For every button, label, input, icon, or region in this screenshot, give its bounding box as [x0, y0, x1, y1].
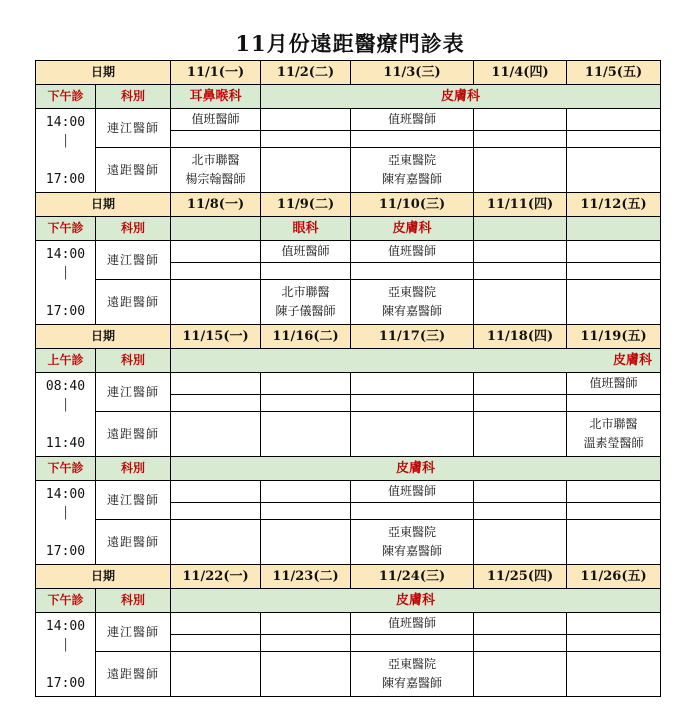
empty-cell [261, 503, 351, 520]
hospital-name: 亞東醫院 [388, 285, 437, 299]
remote-doctor-label: 遠距醫師 [96, 412, 171, 457]
department-cell: 眼科 [261, 217, 351, 241]
empty-cell [474, 520, 567, 565]
empty-cell [261, 412, 351, 457]
week2-session-header [36, 217, 661, 241]
start-time: 14:00 [45, 486, 86, 502]
empty-cell [567, 109, 661, 131]
local-doctor-label: 連江醫師 [96, 373, 171, 412]
date-cell: 11/25(四) [474, 565, 567, 589]
remote-doctor-cell [567, 412, 661, 457]
department-cell [567, 217, 661, 241]
week1-session-header [36, 85, 661, 109]
empty-cell [474, 373, 567, 395]
empty-cell [567, 503, 661, 520]
page-title: 11月份遠距醫療門診表 [235, 31, 465, 56]
empty-cell [261, 652, 351, 697]
time-separator: | [61, 132, 70, 148]
date-cell: 11/26(五) [567, 565, 661, 589]
empty-cell [171, 241, 261, 263]
end-time: 17:00 [45, 303, 86, 319]
week2-date-header [36, 193, 661, 217]
category-label: 科別 [96, 457, 171, 481]
empty-cell [261, 131, 351, 148]
empty-cell [474, 263, 567, 280]
department-cell: 皮膚科 [171, 589, 661, 613]
remote-doctor-label: 遠距醫師 [96, 148, 171, 193]
session-label: 下午診 [36, 85, 96, 109]
time-separator: | [61, 396, 70, 412]
hospital-name: 北市聯醫 [281, 285, 330, 299]
category-label: 科別 [96, 589, 171, 613]
remote-doctor-label: 遠距醫師 [96, 280, 171, 325]
department-cell [171, 217, 261, 241]
remote-doctor-cell [351, 280, 474, 325]
empty-cell [351, 373, 474, 395]
hospital-name: 亞東醫院 [388, 657, 437, 671]
start-time: 08:40 [45, 378, 86, 394]
empty-cell [171, 613, 261, 635]
date-label: 日期 [36, 61, 171, 85]
empty-cell [351, 263, 474, 280]
department-cell: 耳鼻喉科 [171, 85, 261, 109]
empty-cell [474, 503, 567, 520]
session-label: 上午診 [36, 349, 96, 373]
end-time: 17:00 [45, 543, 86, 559]
hospital-name: 亞東醫院 [388, 525, 437, 539]
empty-cell [474, 481, 567, 503]
doctor-name: 陳宥嘉醫師 [382, 172, 443, 186]
time-separator: | [61, 264, 70, 280]
week1-date-header [36, 61, 661, 85]
date-cell: 11/9(二) [261, 193, 351, 217]
session-label: 下午診 [36, 217, 96, 241]
empty-cell [351, 503, 474, 520]
empty-cell [567, 131, 661, 148]
week4-remote-row [36, 652, 661, 697]
week3-pm-session-header [36, 457, 661, 481]
empty-cell [567, 241, 661, 263]
empty-cell [474, 241, 567, 263]
empty-cell [567, 635, 661, 652]
category-label: 科別 [96, 349, 171, 373]
empty-cell [261, 481, 351, 503]
week4-date-header [36, 565, 661, 589]
duty-doctor-cell: 值班醫師 [351, 241, 474, 263]
empty-cell [261, 148, 351, 193]
duty-doctor-cell: 值班醫師 [351, 481, 474, 503]
empty-cell [474, 109, 567, 131]
date-cell: 11/23(二) [261, 565, 351, 589]
remote-doctor-cell [351, 520, 474, 565]
time-separator: | [61, 636, 70, 652]
empty-cell [474, 395, 567, 412]
time-separator: | [61, 504, 70, 520]
remote-doctor-cell [261, 280, 351, 325]
empty-cell [261, 613, 351, 635]
empty-cell [261, 520, 351, 565]
time-range [36, 109, 96, 193]
week1-local-row [36, 109, 661, 131]
date-cell: 11/16(二) [261, 325, 351, 349]
empty-cell [474, 280, 567, 325]
week3-am-remote-row [36, 412, 661, 457]
date-cell: 11/2(二) [261, 61, 351, 85]
week3-pm-local-row [36, 481, 661, 503]
hospital-name: 亞東醫院 [388, 153, 437, 167]
empty-cell [474, 131, 567, 148]
date-cell: 11/3(三) [351, 61, 474, 85]
local-doctor-label: 連江醫師 [96, 613, 171, 652]
empty-cell [171, 652, 261, 697]
empty-cell [171, 373, 261, 395]
start-time: 14:00 [45, 114, 86, 130]
doctor-name: 陳宥嘉醫師 [382, 304, 443, 318]
doctor-name: 陳宥嘉醫師 [382, 676, 443, 690]
date-cell: 11/1(一) [171, 61, 261, 85]
empty-cell [351, 412, 474, 457]
doctor-name: 溫素瑩醫師 [583, 436, 644, 450]
duty-doctor-cell: 值班醫師 [261, 241, 351, 263]
empty-cell [261, 635, 351, 652]
duty-doctor-cell: 值班醫師 [567, 373, 661, 395]
end-time: 17:00 [45, 675, 86, 691]
week3-am-local-row [36, 373, 661, 395]
category-label: 科別 [96, 85, 171, 109]
doctor-name: 陳子儀醫師 [275, 304, 336, 318]
end-time: 11:40 [45, 435, 86, 451]
remote-doctor-label: 遠距醫師 [96, 520, 171, 565]
empty-cell [351, 131, 474, 148]
session-label: 下午診 [36, 589, 96, 613]
start-time: 14:00 [45, 618, 86, 634]
empty-cell [171, 131, 261, 148]
empty-cell [171, 280, 261, 325]
time-range [36, 613, 96, 697]
empty-cell [567, 263, 661, 280]
date-cell: 11/4(四) [474, 61, 567, 85]
empty-cell [261, 109, 351, 131]
local-doctor-label: 連江醫師 [96, 481, 171, 520]
department-cell: 皮膚科 [261, 85, 661, 109]
duty-doctor-cell: 值班醫師 [351, 109, 474, 131]
empty-cell [261, 373, 351, 395]
week3-pm-remote-row [36, 520, 661, 565]
department-cell: 皮膚科 [171, 457, 661, 481]
local-doctor-label: 連江醫師 [96, 241, 171, 280]
empty-cell [567, 148, 661, 193]
local-doctor-label: 連江醫師 [96, 109, 171, 148]
empty-cell [474, 148, 567, 193]
end-time: 17:00 [45, 171, 86, 187]
date-cell: 11/19(五) [567, 325, 661, 349]
empty-cell [171, 635, 261, 652]
week2-local-row [36, 241, 661, 263]
date-label: 日期 [36, 193, 171, 217]
empty-cell [171, 395, 261, 412]
empty-cell [351, 635, 474, 652]
date-cell: 11/11(四) [474, 193, 567, 217]
empty-cell [171, 503, 261, 520]
time-range [36, 373, 96, 457]
time-range [36, 481, 96, 565]
department-cell: 皮膚科 [171, 349, 661, 373]
empty-cell [474, 412, 567, 457]
date-cell: 11/24(三) [351, 565, 474, 589]
empty-cell [567, 652, 661, 697]
date-cell: 11/8(一) [171, 193, 261, 217]
empty-cell [474, 613, 567, 635]
category-label: 科別 [96, 217, 171, 241]
remote-doctor-cell [351, 652, 474, 697]
clinic-schedule-table [35, 60, 661, 697]
doctor-name: 楊宗翰醫師 [185, 172, 246, 186]
week1-remote-row [36, 148, 661, 193]
empty-cell [567, 280, 661, 325]
empty-cell [567, 613, 661, 635]
time-range [36, 241, 96, 325]
department-cell: 皮膚科 [351, 217, 474, 241]
date-cell: 11/10(三) [351, 193, 474, 217]
date-cell: 11/12(五) [567, 193, 661, 217]
empty-cell [567, 481, 661, 503]
session-label: 下午診 [36, 457, 96, 481]
hospital-name: 北市聯醫 [191, 153, 240, 167]
duty-doctor-cell: 值班醫師 [351, 613, 474, 635]
start-time: 14:00 [45, 246, 86, 262]
remote-doctor-cell [171, 148, 261, 193]
empty-cell [171, 412, 261, 457]
empty-cell [171, 520, 261, 565]
empty-cell [474, 635, 567, 652]
remote-doctor-label: 遠距醫師 [96, 652, 171, 697]
date-cell: 11/22(一) [171, 565, 261, 589]
empty-cell [567, 395, 661, 412]
remote-doctor-cell [351, 148, 474, 193]
date-label: 日期 [36, 325, 171, 349]
date-cell: 11/17(三) [351, 325, 474, 349]
week2-remote-row [36, 280, 661, 325]
week4-session-header [36, 589, 661, 613]
doctor-name: 陳宥嘉醫師 [382, 544, 443, 558]
department-cell [474, 217, 567, 241]
date-cell: 11/5(五) [567, 61, 661, 85]
date-label: 日期 [36, 565, 171, 589]
empty-cell [567, 520, 661, 565]
week3-am-session-header [36, 349, 661, 373]
empty-cell [261, 395, 351, 412]
empty-cell [171, 263, 261, 280]
date-cell: 11/18(四) [474, 325, 567, 349]
duty-doctor-cell: 值班醫師 [171, 109, 261, 131]
empty-cell [171, 481, 261, 503]
week3-date-header [36, 325, 661, 349]
date-cell: 11/15(一) [171, 325, 261, 349]
empty-cell [261, 263, 351, 280]
empty-cell [351, 395, 474, 412]
empty-cell [474, 652, 567, 697]
week4-local-row [36, 613, 661, 635]
hospital-name: 北市聯醫 [589, 417, 638, 431]
